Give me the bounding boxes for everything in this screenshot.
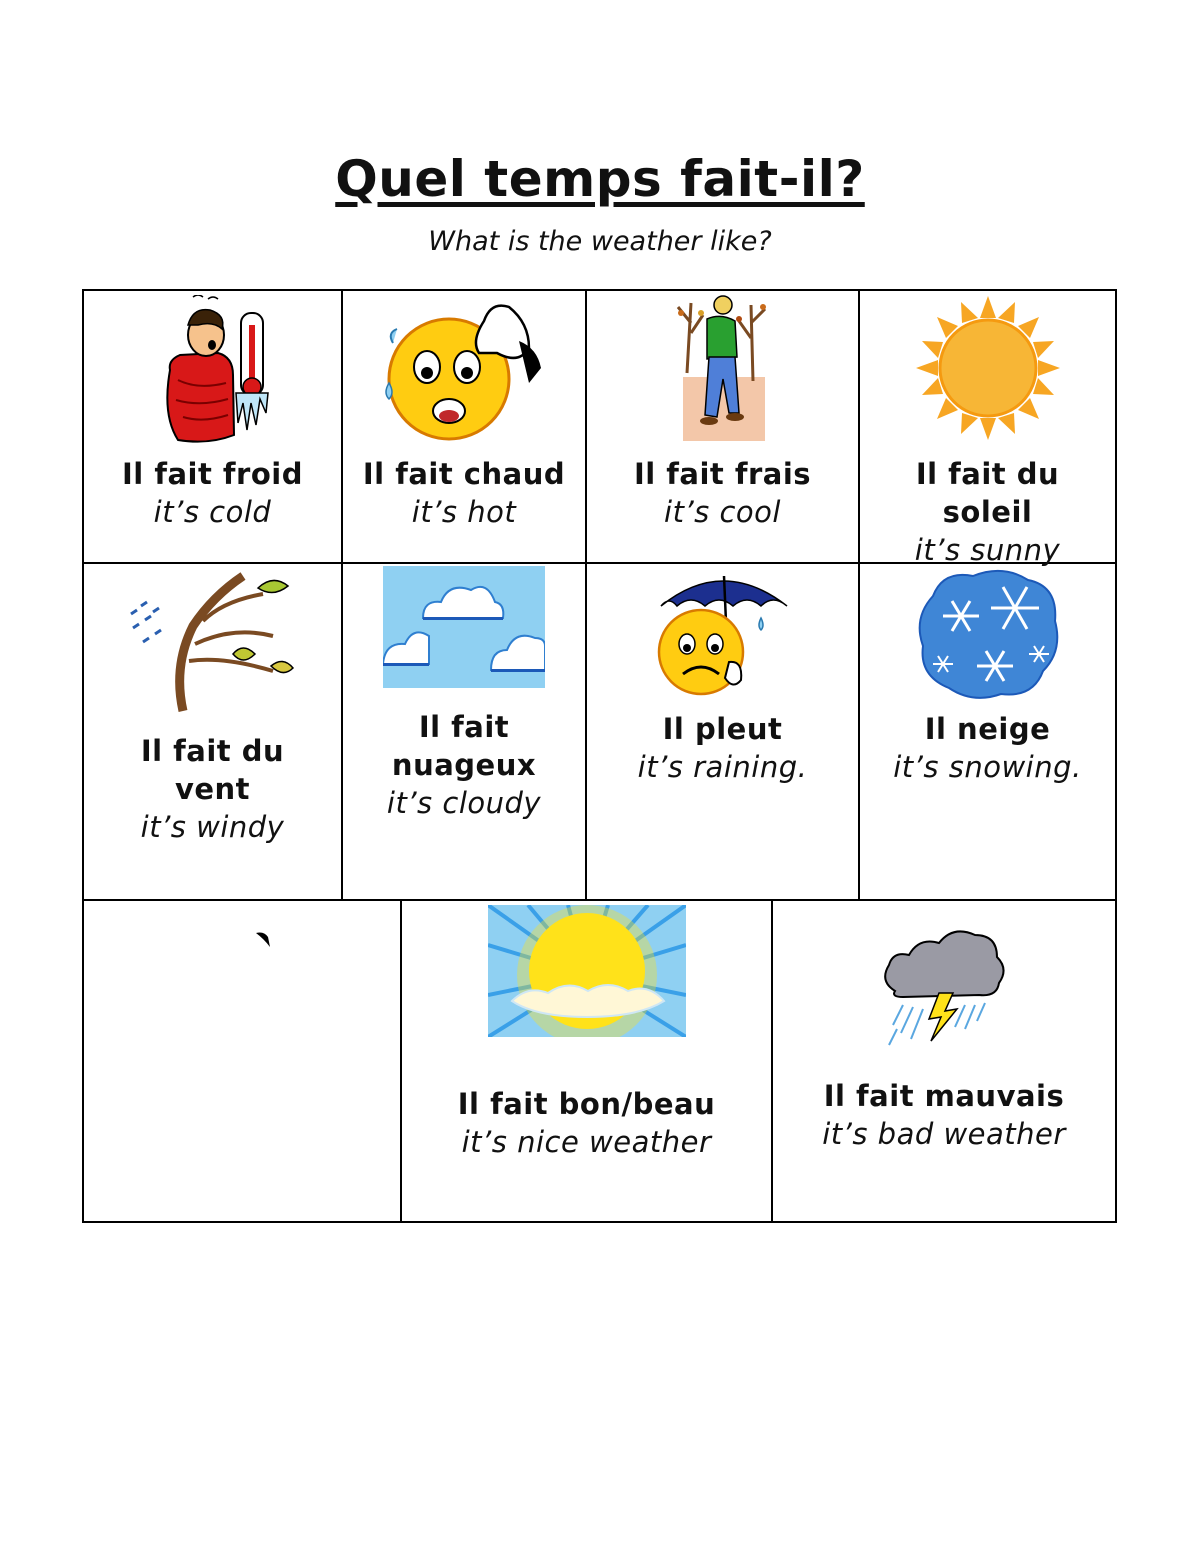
- french-phrase: Il fait: [418, 710, 510, 744]
- english-translation: it’s windy: [140, 810, 285, 844]
- weather-cell-nice: [402, 901, 771, 1221]
- english-translation: it’s snowing.: [893, 750, 1082, 784]
- table-border-right: [1115, 289, 1117, 1223]
- english-translation: it’s cloudy: [386, 786, 542, 820]
- english-translation: it’s sunny: [914, 533, 1061, 567]
- french-phrase: Il fait du: [140, 734, 285, 768]
- french-phrase: Il fait du: [915, 457, 1060, 491]
- french-phrase: Il fait frais: [633, 457, 812, 491]
- english-translation: it’s bad weather: [822, 1117, 1066, 1151]
- english-translation: it’s cold: [153, 495, 272, 529]
- french-phrase: Il fait bon/beau: [457, 1087, 716, 1121]
- weather-cell-snowing: [860, 564, 1115, 899]
- weather-cell-windy: [84, 564, 341, 899]
- french-phrase: Il pleut: [662, 712, 783, 746]
- weather-cell-raining: [587, 564, 858, 899]
- english-translation: it’s cool: [664, 495, 781, 529]
- english-translation: it’s raining.: [637, 750, 808, 784]
- english-translation: it’s nice weather: [461, 1125, 712, 1159]
- sun-icon: [913, 293, 1063, 443]
- autumn-walker-icon: [673, 293, 773, 443]
- rising-sun-icon: [488, 905, 686, 1037]
- page-title: Quel temps fait-il?: [335, 150, 865, 208]
- weather-cell-cool: [587, 291, 858, 562]
- storm-cloud-icon: [879, 921, 1009, 1049]
- french-phrase-line2: vent: [174, 772, 251, 806]
- table-border-bottom: [82, 1221, 1117, 1223]
- small-mark-icon: [254, 929, 274, 949]
- weather-cell-bad: [773, 901, 1115, 1221]
- weather-cell-empty: [84, 901, 400, 1221]
- french-phrase-line2: soleil: [942, 495, 1033, 529]
- weather-cell-cold: [84, 291, 341, 562]
- weather-cell-hot: [343, 291, 585, 562]
- french-phrase: Il fait mauvais: [823, 1079, 1065, 1113]
- weather-cell-sunny: [860, 291, 1115, 567]
- english-translation: it’s hot: [411, 495, 517, 529]
- french-phrase: Il fait chaud: [362, 457, 566, 491]
- clouds-sky-icon: [383, 566, 545, 688]
- windy-tree-icon: [123, 566, 303, 716]
- weather-table: [82, 289, 1117, 1223]
- sad-face-umbrella-icon: [643, 566, 803, 702]
- snowflakes-icon: [913, 566, 1063, 702]
- cold-person-thermometer-icon: [148, 295, 278, 445]
- french-phrase: Il fait froid: [122, 457, 303, 491]
- weather-cell-cloudy: [343, 564, 585, 899]
- sweating-sun-face-icon: [379, 293, 549, 443]
- page-subtitle: What is the weather like?: [428, 226, 772, 257]
- french-phrase: Il neige: [924, 712, 1051, 746]
- french-phrase-line2: nuageux: [391, 748, 537, 782]
